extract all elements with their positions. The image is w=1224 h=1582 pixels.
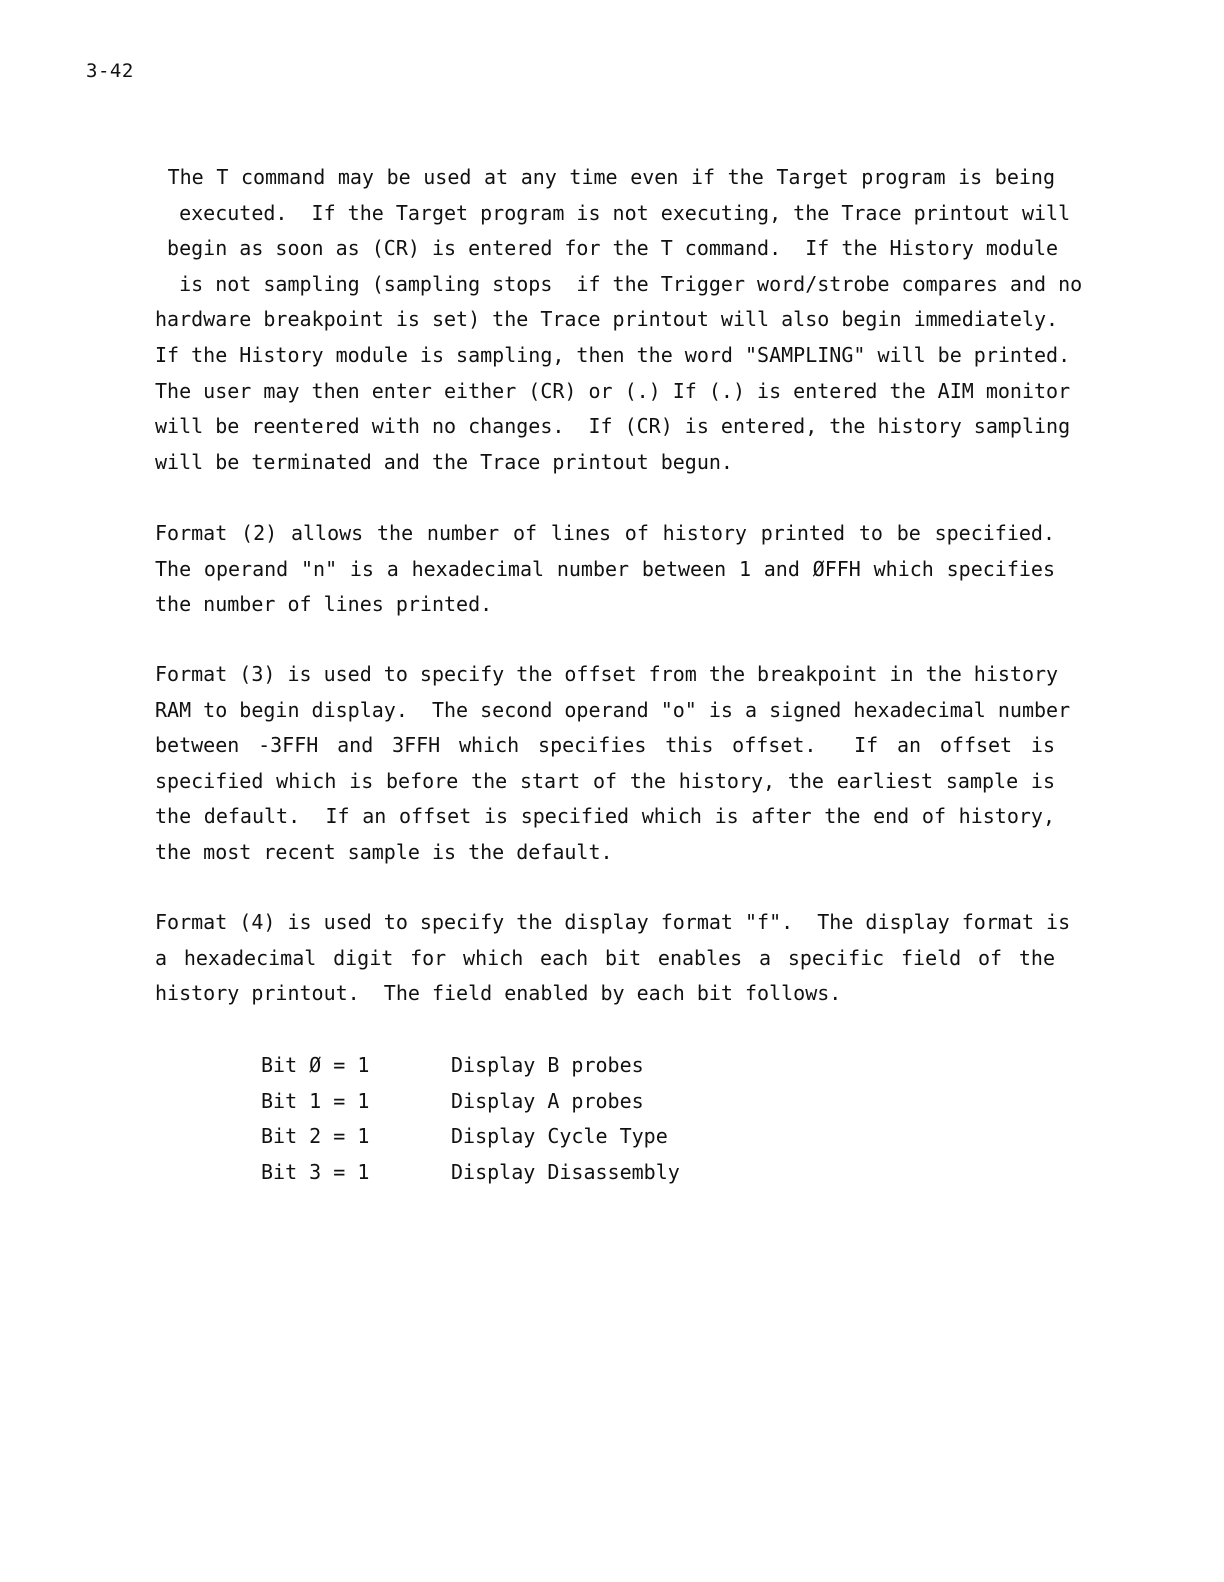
text-line: The T command may be used at any time even if the Target program is being <box>155 165 1055 189</box>
paragraph-format-2 <box>155 516 1055 623</box>
text-line: between -3FFH and 3FFH which specifies this offset. If an offset is <box>155 733 1055 758</box>
bit-field-table <box>261 1048 680 1190</box>
text-line: the number of lines printed. <box>155 592 493 617</box>
text-line: begin as soon as (CR) is entered for the T command. If the History module <box>155 236 1059 261</box>
bit-field-description: Display Disassembly <box>451 1159 680 1184</box>
bit-row <box>261 1155 680 1191</box>
paragraph-format-4 <box>155 905 1071 1012</box>
bit-label: Bit 1 = 1 <box>261 1088 370 1113</box>
text-line: The user may then enter either (CR) or (.) If (.) is entered the AIM monitor <box>155 378 1071 403</box>
text-line: will be terminated and the Trace printout begun. <box>155 449 733 474</box>
text-line: hardware breakpoint is set) the Trace printout will also begin immediately. <box>155 307 1059 332</box>
text-line: executed. If the Target program is not executing, the Trace printout will <box>155 200 1071 225</box>
text-line: history printout. The field enabled by each bit follows. <box>155 981 842 1006</box>
bit-label: Bit 2 = 1 <box>261 1124 370 1149</box>
text-line: specified which is before the start of the history, the earliest sample is <box>155 768 1055 793</box>
bit-field-description: Display B probes <box>451 1053 644 1077</box>
bit-label: Bit 3 = 1 <box>261 1159 370 1184</box>
text-line: Format (4) is used to specify the display format "f". The display format is <box>155 910 1071 934</box>
text-line: will be reentered with no changes. If (CR) is entered, the history sampling <box>155 414 1071 439</box>
bit-row <box>261 1048 680 1084</box>
text-line: If the History module is sampling, then the word "SAMPLING" will be printed. <box>155 342 1071 367</box>
page-number: 3-42 <box>86 60 134 82</box>
text-line: Format (2) allows the number of lines of history printed to be specified. <box>155 521 1055 545</box>
bit-field-description: Display Cycle Type <box>451 1124 668 1149</box>
text-line: Format (3) is used to specify the offset from the breakpoint in the history <box>155 662 1059 686</box>
bit-field-description: Display A probes <box>451 1088 644 1113</box>
bit-label: Bit Ø = 1 <box>261 1053 370 1077</box>
text-line: The operand "n" is a hexadecimal number between 1 and ØFFH which specifies <box>155 556 1055 581</box>
paragraph-trace-command <box>155 160 1083 480</box>
text-line: a hexadecimal digit for which each bit enables a specific field of the <box>155 945 1055 970</box>
text-line: RAM to begin display. The second operand "o" is a signed hexadecimal number <box>155 697 1071 722</box>
text-line: is not sampling (sampling stops if the Trigger word/strobe compares and no <box>155 271 1083 296</box>
text-line: the default. If an offset is specified which is after the end of history, <box>155 804 1055 829</box>
paragraph-format-3 <box>155 657 1071 871</box>
text-line: the most recent sample is the default. <box>155 839 613 864</box>
bit-row <box>261 1084 680 1120</box>
bit-row <box>261 1119 680 1155</box>
